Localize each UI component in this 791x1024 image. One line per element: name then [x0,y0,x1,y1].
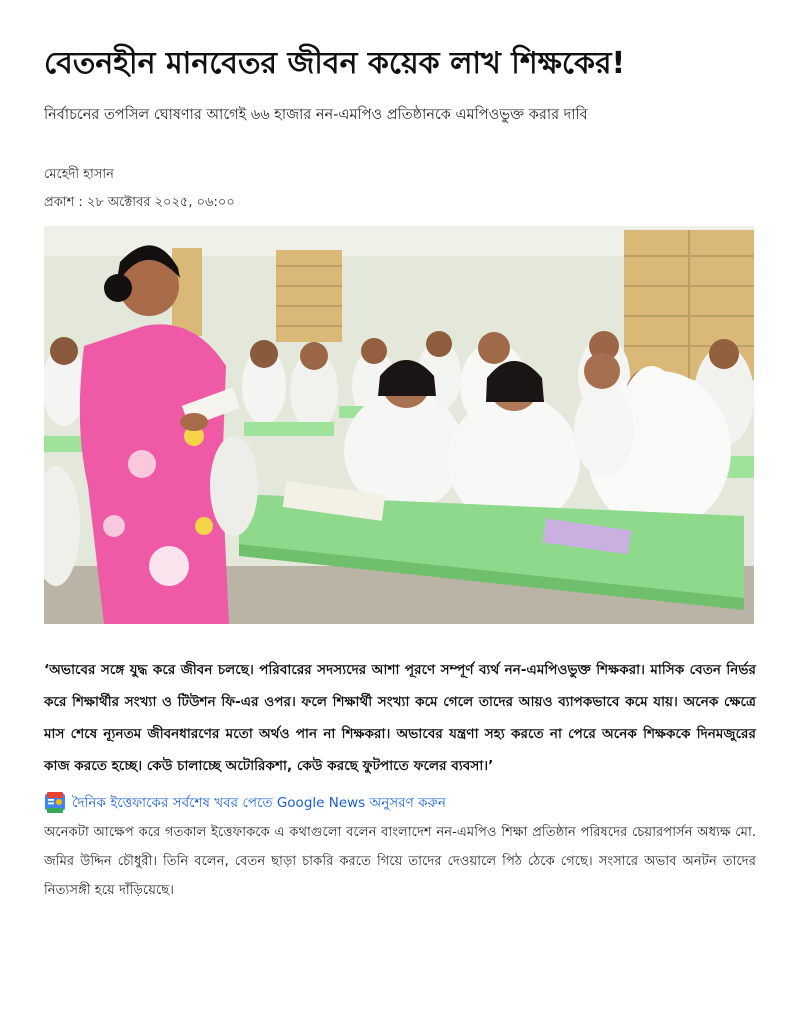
author-name[interactable]: মেহেদী হাসান [44,167,114,182]
google-news-icon [44,792,68,814]
google-news-link-text[interactable]: দৈনিক ইত্তেফাকের সর্বশেষ খবর পেতে Google News অনুসরণ করুন [72,794,446,811]
article-headline: বেতনহীন মানবেতর জীবন কয়েক লাখ শিক্ষকের! [44,46,626,81]
lead-quote: ‘অভাবের সঙ্গে যুদ্ধ করে জীবন চলছে। পরিবারের সদস্যদের আশা পূরণে সম্পূর্ণ ব্যর্থ নন-এমপিওভুক্ত শিক্ষকরা। মাসিক বেতন নির্ভর করে শিক্ষার্থীর সংখ্যা ও টিউশন ফি-এর ওপর। ফলে শিক্ষার্থী সংখ্যা কমে গেলে তাদের আয়ও ব্যাপকভাবে কমে যায়। অনেক ক্ষেত্রে মাস শেষে ন্যূনতম জীবনধারণের মতো অর্থও পান না শিক্ষকরা। অভাবের যন্ত্রণা সহ্য করতে না পেরে অনেক শিক্ষককে দিনমজুরের কাজ করতে হচ্ছে। কেউ চালাচ্ছে অটোরিকশা, কেউ করছে ফুটপাতে ফলের ব্যবসা।’ [44,662,756,774]
body-paragraph: অনেকটা আক্ষেপ করে গতকাল ইত্তেফাককে এ কথাগুলো বলেন বাংলাদেশ নন-এমপিও শিক্ষা প্রতিষ্ঠান পরিষদের চেয়ারপার্সন অধ্যক্ষ মো. জমির উদ্দিন চৌধুরী। তিনি বলেন, বেতন ছাড়া চাকরি করতে গিয়ে তাদের দেওয়ালে পিঠ ঠেকে গেছে। সংসারে অভাব অনটন তাদের নিত্যসঙ্গী হয়ে দাঁড়িয়েছে। [44,825,756,898]
article-photo [44,226,754,624]
google-news-follow-link[interactable] [44,791,446,815]
article-subheadline: নির্বাচনের তপসিল ঘোষণার আগেই ৬৬ হাজার নন-এমপিও প্রতিষ্ঠানকে এমপিওভুক্ত করার দাবি [44,107,588,123]
publish-date: প্রকাশ : ২৮ অক্টোবর ২০২৫, ০৬:০০ [44,195,235,210]
